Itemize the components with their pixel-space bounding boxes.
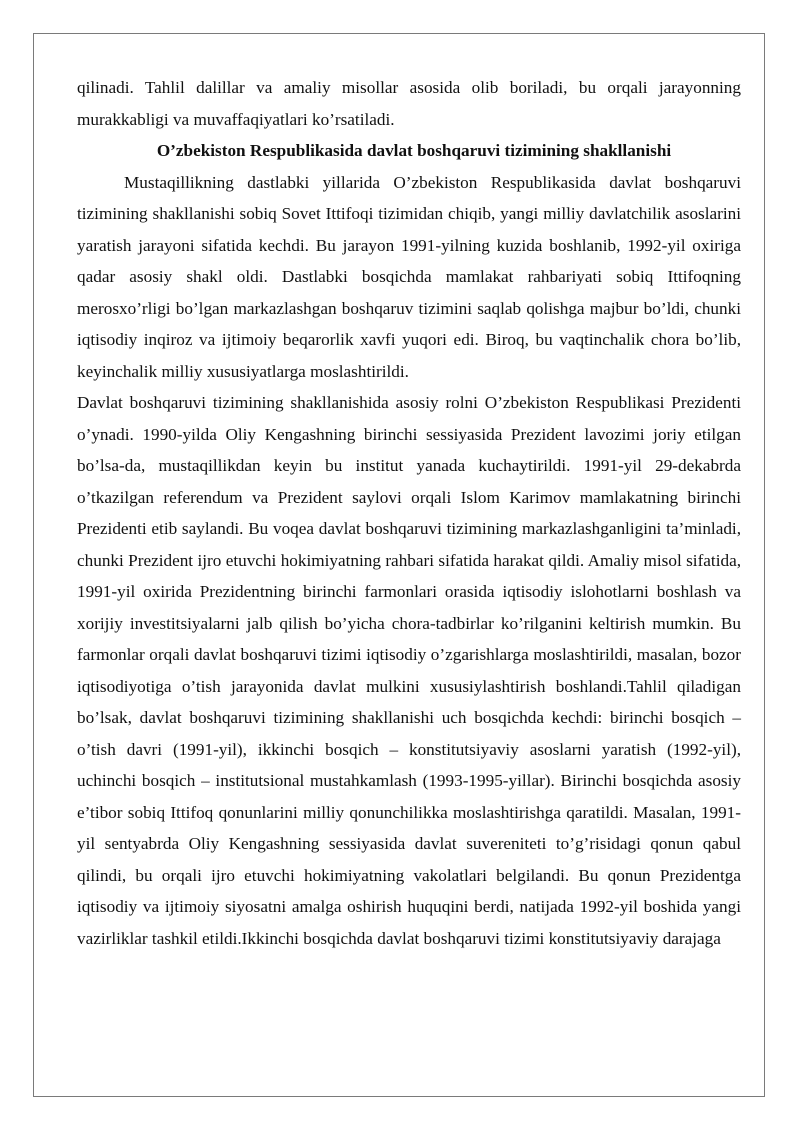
- body-paragraph-1: Mustaqillikning dastlabki yillarida O’zbekiston Respublikasida davlat boshqaruvi tizimining shakllanishi sobiq Sovet Ittifoqi tizimidan chiqib, yangi milliy davlatchilik asoslarini yaratish jarayoni sifatida kechdi. Bu jarayon 1991-yilning kuzida boshlanib, 1992-yil oxiriga qadar asosiy shakl oldi. Dastlabki bosqichda mamlakat rahbariyati sobiq Ittifoqning merosxo’rligi bo’lgan markazlashgan boshqaruv tizimini saqlab qolishga majbur bo’ldi, chunki iqtisodiy inqiroz va ijtimoiy beqarorlik xavfi yuqori edi. Biroq, bu vaqtinchalik chora bo’lib, keyinchalik milliy xususiyatlarga moslashtirildi.: [77, 172, 741, 381]
- intro-paragraph: qilinadi. Tahlil dalillar va amaliy misollar asosida olib boriladi, bu orqali jarayonning murakkabligi va muvaffaqiyatlari ko’rsatiladi.: [77, 78, 741, 129]
- document-body: [77, 72, 741, 954]
- section-heading: O’zbekiston Respublikasida davlat boshqaruvi tizimining shakllanishi: [156, 141, 672, 160]
- body-paragraph-2: Davlat boshqaruvi tizimining shakllanishida asosiy rolni O’zbekiston Respublikasi Prezidenti o’ynadi. 1990-yilda Oliy Kengashning birinchi sessiyasida Prezident lavozimi joriy etilgan bo’lsa-da, mustaqillikdan keyin bu institut yanada kuchaytirildi. 1991-yil 29-dekabrda o’tkazilgan referendum va Prezident saylovi orqali Islom Karimov mamlakatning birinchi Prezidenti etib saylandi. Bu voqea davlat boshqaruvi tizimining markazlashganligini ta’minladi, chunki Prezident ijro etuvchi hokimiyatning rahbari sifatida harakat qildi. Amaliy misol sifatida, 1991-yil oxirida Prezidentning birinchi farmonlari orasida iqtisodiy islohotlarni boshlash va xorijiy investitsiyalarni jalb qilish bo’yicha chora-tadbirlar ko’rilganini keltirish mumkin. Bu farmonlar orqali davlat boshqaruvi tizimi iqtisodiy o’zgarishlarga moslashtirildi, masalan, bozor iqtisodiyotiga o’tish jarayonida davlat mulkini xususiylashtirish boshlandi.Tahlil qiladigan bo’lsak, davlat boshqaruvi tizimining shakllanishi uch bosqichda kechdi: birinchi bosqich – o’tish davri (1991-yil), ikkinchi bosqich – konstitutsiyaviy asoslarni yaratish (1992-yil), uchinchi bosqich – institutsional mustahkamlash (1993-1995-yillar). Birinchi bosqichda asosiy e’tibor sobiq Ittifoq qonunlarini milliy qonunchilikka moslashtirishga qaratildi. Masalan, 1991-yil sentyabrda Oliy Kengashning sessiyasida davlat suvereniteti to’g’risidagi qonun qabul qilindi, bu orqali ijro etuvchi hokimiyatning vakolatlari belgilandi. Bu qonun Prezidentga iqtisodiy va ijtimoiy siyosatni amalga oshirish huquqini berdi, natijada 1992-yil boshida yangi vazirliklar tashkil etildi.Ikkinchi bosqichda davlat boshqaruvi tizimi konstitutsiyaviy darajaga: [77, 393, 741, 948]
